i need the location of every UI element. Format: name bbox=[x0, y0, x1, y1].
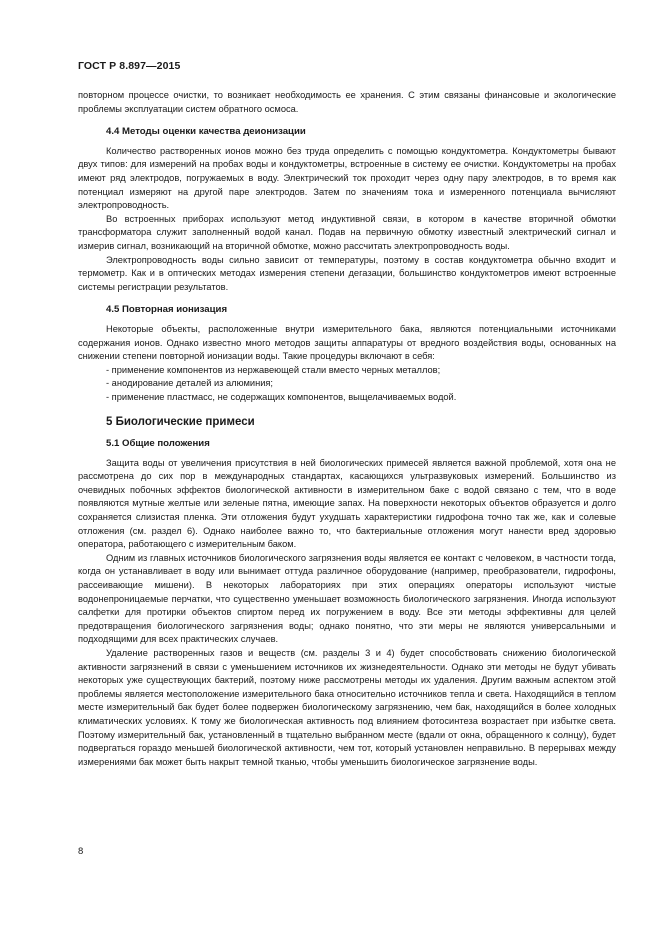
section-5-1-paragraph-3: Удаление растворенных газов и веществ (см. разделы 3 и 4) будет способствовать снижению биологической активности загрязнений в связи с уменьшением источников их жизнедеятельности. Однако эти методы не будут убивать некоторых уже существующих бактерий, поэтому ниже рассмотрены методы их удаления. Другим важным аспектом этой проблемы является местоположение измерительного бака относительно источников тепла и света. Находящийся в теплом месте измерительный бак будет более подвержен биологическому загрязнению, чем бак, находящийся в более холодных климатических условиях. К тому же биологическая активность под влиянием фотосинтеза возрастает при избытке света. Поэтому измерительный бак, установленный в тщательно выбранном месте (вдали от окна, обращенного к солнцу), будет подвергаться гораздо меньшей биологической активности, чем тот, который установлен неправильно. В перерывах между измерениями бак может быть накрыт темной тканью, чтобы уменьшить биологическое загрязнение воды. bbox=[78, 647, 616, 767]
document-body bbox=[78, 89, 616, 769]
section-5-heading: 5 Биологические примеси bbox=[106, 416, 255, 429]
page-number: 8 bbox=[78, 846, 84, 857]
section-4-4-paragraph-2: Во встроенных приборах используют метод индуктивной связи, в котором в качестве вторичной обмотки трансформатора служит заполненный водой канал. Подав на первичную обмотку известный электрический сигнал и измерив сигнал, возникающий на вторичной обмотке, можно рассчитать электропроводность воды. bbox=[78, 213, 616, 251]
section-5-1-paragraph-1: Защита воды от увеличения присутствия в ней биологических примесей является важной проблемой, хотя она не рассмотрена до сих пор в международных стандартах, касающихся ультразвуковых измерений. Большинство из очевидных побочных эффектов биологической активности в измерительном баке с водой связано с тем, что в воде появляются мутные желтые или зеленые пятна, имеющие запах. На поверхности некоторых объектов образуется и долго сохраняется слизистая пленка. Эти отложения будут ухудшать характеристики гидрофона точно так же, как и солевые отложения (см. раздел 6). Однако наиболее важно то, что бактериальные отложения могут нанести вред здоровью оператора, работающего с измерительным баком. bbox=[78, 457, 616, 550]
section-4-4-heading: 4.4 Методы оценки качества деионизации bbox=[106, 126, 306, 138]
section-4-4-paragraph-3: Электропроводность воды сильно зависит от температуры, поэтому в состав кондуктометра обычно входит и термометр. Как и в оптических методах измерения степени дегазации, большинство кондуктометров имеют встроенные системы регистрации результатов. bbox=[78, 254, 616, 292]
list-item: - применение компонентов из нержавеющей стали вместо черных металлов; bbox=[106, 364, 441, 375]
document-header: ГОСТ Р 8.897—2015 bbox=[78, 60, 181, 72]
section-5-1-paragraph-2: Одним из главных источников биологического загрязнения воды является ее контакт с человеком, в частности тогда, когда он устанавливает в воду или вынимает оттуда различное оборудование (например, преобразователи, гидрофоны, рассеивающие мишени). В некоторых лабораториях при этих операциях операторы используют чистые водонепроницаемые перчатки, что существенно уменьшает возможность биологического загрязнения. Иногда используют салфетки для протирки объектов спиртом перед их погружением в воду. Все эти методы эффективны для целей предотвращения биологического загрязнения воды; однако понятно, что эти меры не являются универсальными и подходящими для всех практических случаев. bbox=[78, 552, 616, 645]
list-item: - применение пластмасс, не содержащих компонентов, выщелачиваемых водой. bbox=[106, 391, 457, 402]
intro-paragraph: повторном процессе очистки, то возникает необходимость ее хранения. С этим связаны финансовые и экологические проблемы эксплуатации систем обратного осмоса. bbox=[78, 90, 616, 114]
section-4-4-paragraph-1: Количество растворенных ионов можно без труда определить с помощью кондуктометра. Кондуктометры бывают двух типов: для измерений на пробах воды и кондуктометры, встроенные в систему ее очистки. Кондуктометры на пробах имеют ряд электродов, погружаемых в воду. Электрический ток проходит через одну пару электродов, в то время как потенциал измеряют на другой паре электродов. Затем по значениям тока и измеренного потенциала вычисляют электропроводность. bbox=[78, 145, 616, 211]
section-4-5-paragraph: Некоторые объекты, расположенные внутри измерительного бака, являются потенциальными источниками содержания ионов. Однако известно много методов защиты аппаратуры от вредного воздействия воды, основанных на снижении степени повторной ионизации воды. Такие процедуры включают в себя: bbox=[78, 323, 616, 362]
section-4-5-heading: 4.5 Повторная ионизация bbox=[106, 304, 228, 316]
list-item: - анодирование деталей из алюминия; bbox=[106, 378, 274, 389]
section-5-1-heading: 5.1 Общие положения bbox=[106, 438, 210, 450]
